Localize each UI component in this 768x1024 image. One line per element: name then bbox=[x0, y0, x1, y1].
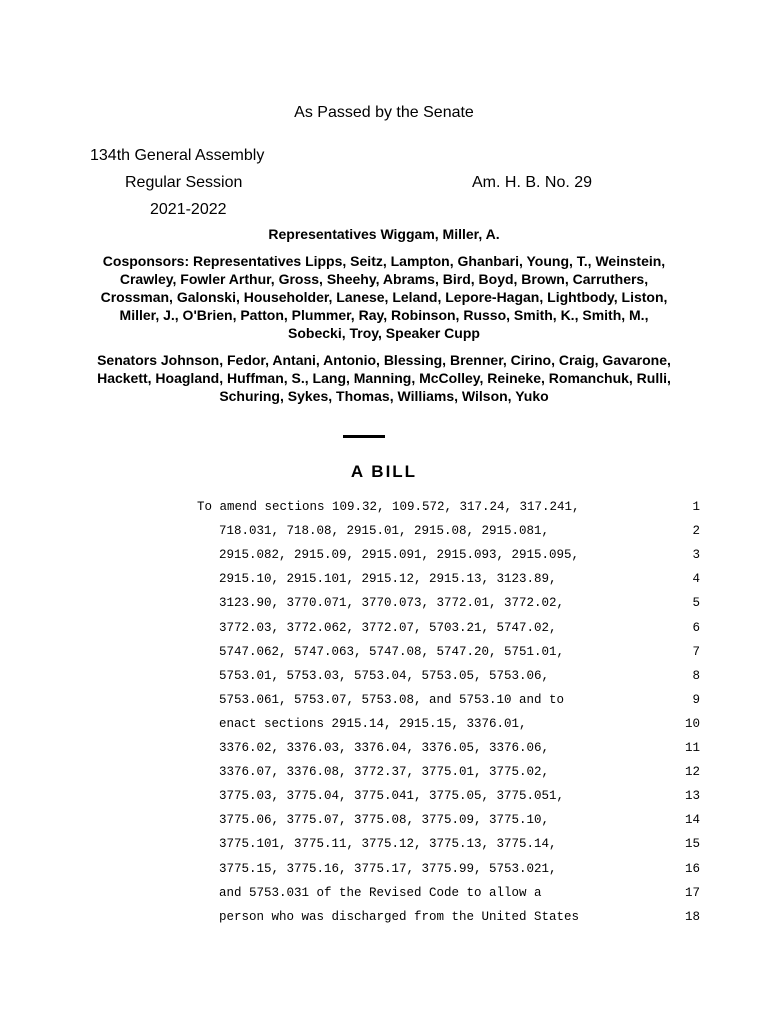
line-number: 6 bbox=[692, 620, 700, 635]
line-number: 9 bbox=[692, 692, 700, 707]
bill-text-line: 3376.07, 3376.08, 3772.37, 3775.01, 3775.02, bbox=[219, 765, 550, 780]
bill-status: As Passed by the Senate bbox=[294, 104, 474, 121]
bill-number: Am. H. B. No. 29 bbox=[472, 174, 593, 191]
line-number: 10 bbox=[684, 716, 700, 731]
session-type: Regular Session bbox=[125, 174, 243, 191]
line-number: 15 bbox=[684, 837, 700, 852]
section-divider bbox=[343, 435, 385, 438]
line-number: 3 bbox=[692, 548, 700, 563]
bill-text-line: To amend sections 109.32, 109.572, 317.24, 317.241, bbox=[197, 500, 580, 514]
bill-text-line: and 5753.031 of the Revised Code to allow a bbox=[219, 885, 542, 900]
bill-text-line: enact sections 2915.14, 2915.15, 3376.01, bbox=[219, 716, 527, 731]
general-assembly: 134th General Assembly bbox=[90, 147, 265, 164]
line-number: 14 bbox=[684, 813, 700, 828]
line-number: 2 bbox=[692, 524, 700, 539]
line-number: 7 bbox=[692, 644, 700, 659]
line-number: 11 bbox=[684, 741, 700, 755]
line-number: 1 bbox=[692, 500, 700, 514]
bill-text-line: 3775.15, 3775.16, 3775.17, 3775.99, 5753.021, bbox=[219, 861, 557, 876]
bill-text-line: 3772.03, 3772.062, 3772.07, 5703.21, 5747.02, bbox=[219, 620, 557, 635]
cosponsors: Cosponsors: Representatives Lipps, Seitz, Lampton, Ghanbari, Young, T., Weinstein, Crawley, Fowler Arthur, Gross, Sheehy, Abrams, Bird, Boyd, Brown, Carruthers, Crossman, Galonski, Householder, Lanese, Leland, Lepore-Hagan, Lightbody, Liston, Miller, J., O'Brien, Patton, Plummer, Ray, Robinson, Russo, Smith, K., Smith, M., Sobecki, Troy, Speaker Cupp bbox=[100, 253, 668, 341]
bill-text-line: person who was discharged from the United States bbox=[219, 909, 580, 924]
line-number: 16 bbox=[684, 861, 700, 876]
line-number: 13 bbox=[684, 789, 700, 804]
bill-text-line: 3123.90, 3770.071, 3770.073, 3772.01, 3772.02, bbox=[219, 596, 565, 611]
bill-text-line: 5753.01, 5753.03, 5753.04, 5753.05, 5753.06, bbox=[219, 668, 550, 683]
line-number: 17 bbox=[684, 885, 700, 900]
senate-cosponsors: Senators Johnson, Fedor, Antani, Antonio, Blessing, Brenner, Cirino, Craig, Gavarone, Hackett, Hoagland, Huffman, S., Lang, Manning, McColley, Reineke, Romanchuk, Rulli, Schuring, Sykes, Thomas, Williams, Wilson, Yuko bbox=[97, 352, 671, 404]
bill-text-line: 5753.061, 5753.07, 5753.08, and 5753.10 and to bbox=[219, 692, 565, 707]
bill-text-line: 3775.06, 3775.07, 3775.08, 3775.09, 3775.10, bbox=[219, 813, 550, 828]
line-number: 8 bbox=[692, 668, 700, 683]
bill-text-line: 718.031, 718.08, 2915.01, 2915.08, 2915.081, bbox=[219, 524, 550, 539]
bill-title: A BILL bbox=[350, 462, 418, 481]
line-number: 4 bbox=[692, 572, 700, 587]
bill-text-line: 5747.062, 5747.063, 5747.08, 5747.20, 5751.01, bbox=[219, 644, 565, 659]
line-number: 12 bbox=[684, 765, 700, 780]
primary-sponsors: Representatives Wiggam, Miller, A. bbox=[268, 226, 500, 242]
session-years: 2021-2022 bbox=[150, 201, 227, 218]
bill-text-line: 2915.082, 2915.09, 2915.091, 2915.093, 2915.095, bbox=[219, 548, 580, 563]
bill-text-line: 3775.03, 3775.04, 3775.041, 3775.05, 3775.051, bbox=[219, 789, 565, 804]
line-number: 18 bbox=[684, 909, 700, 924]
bill-text-line: 3376.02, 3376.03, 3376.04, 3376.05, 3376.06, bbox=[219, 741, 550, 755]
line-number: 5 bbox=[692, 596, 700, 611]
bill-text-line: 3775.101, 3775.11, 3775.12, 3775.13, 3775.14, bbox=[219, 837, 557, 852]
bill-text-line: 2915.10, 2915.101, 2915.12, 2915.13, 3123.89, bbox=[219, 572, 557, 587]
